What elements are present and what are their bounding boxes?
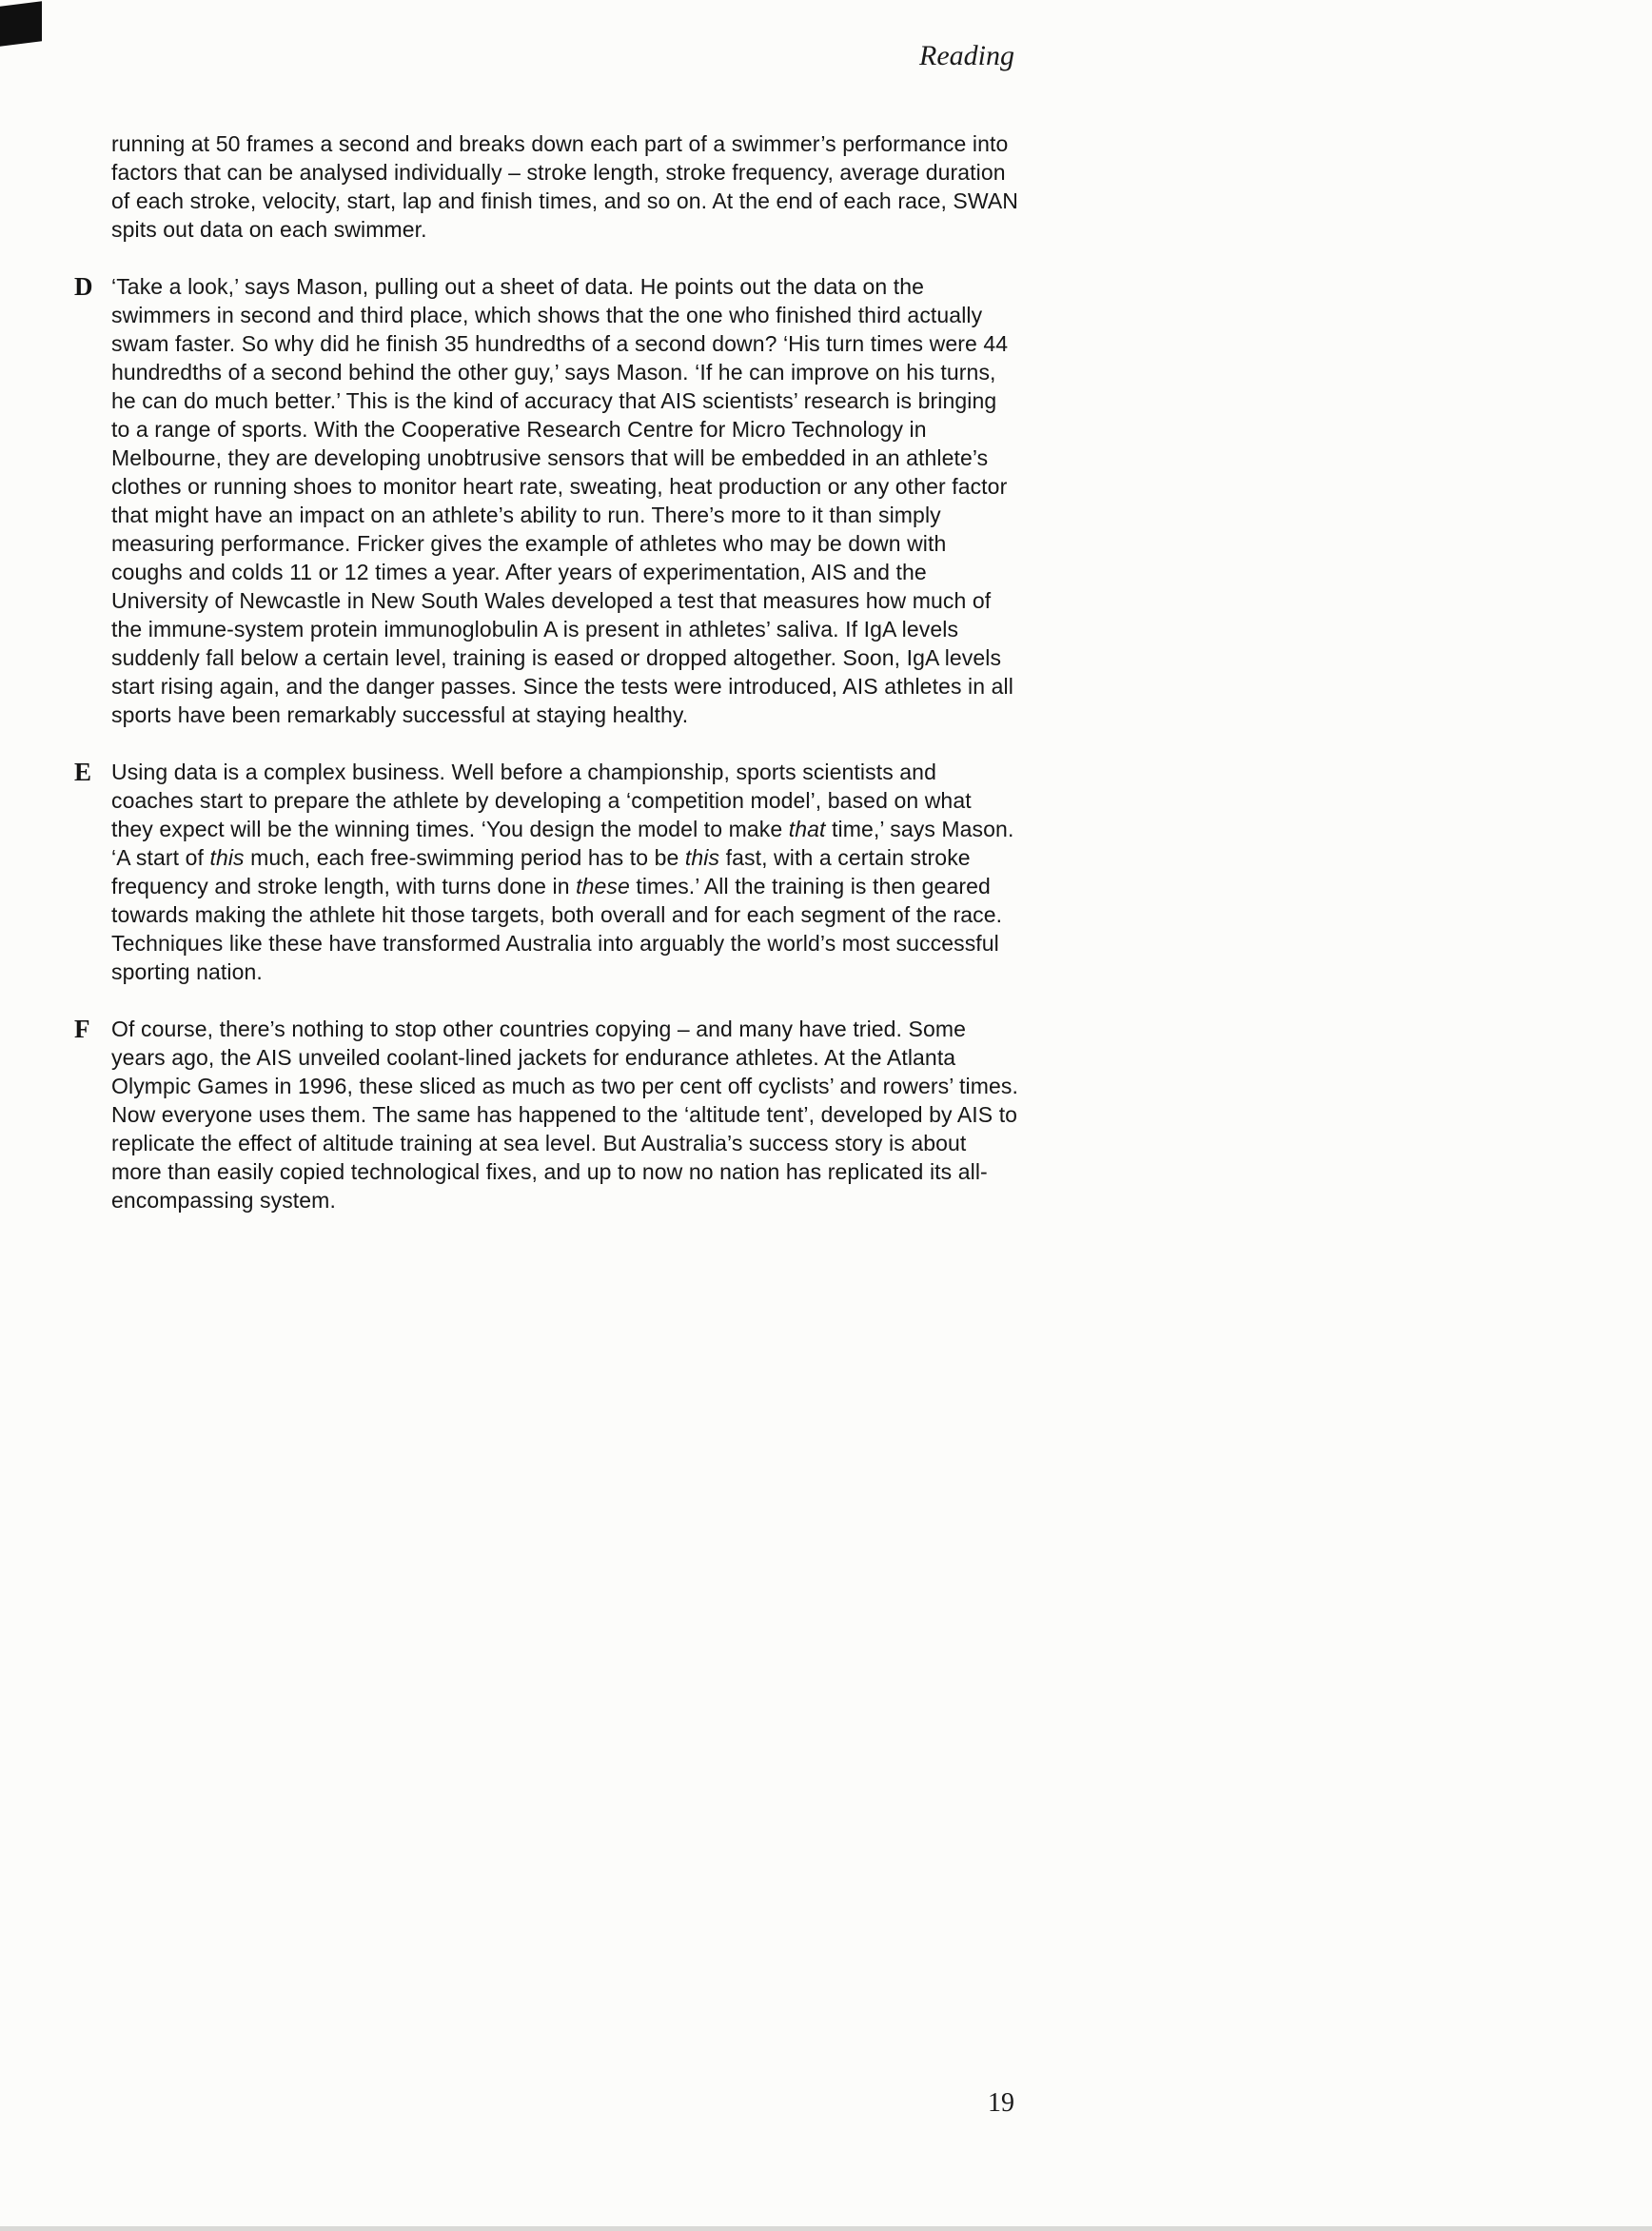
paragraph-text: Using data is a complex business. Well before a championship, sports scientists and coaches start to prepare the athlete by developing a ‘competition model’, based on what they expect will be the winning times. ‘You design the model to make that time,’ says Mason. ‘A start of this much, each free-swimming period has to be this fast, with a certain stroke frequency and stroke length, with turns done in these times.’ All the training is then geared towards making the athlete hit those targets, both overall and for each segment of the race. Techniques like these have transformed Australia into arguably the world’s most successful sporting nation.	[111, 760, 1014, 984]
print-mark	[0, 1, 42, 46]
reading-passage	[74, 129, 1018, 1243]
running-head: Reading	[919, 40, 1014, 71]
paragraph	[74, 758, 1018, 986]
paragraph-label: F	[74, 1015, 90, 1043]
page-edge	[0, 2226, 1652, 2231]
paragraph	[74, 272, 1018, 729]
page-number: 19	[988, 2088, 1014, 2118]
paragraph-text: ‘Take a look,’ says Mason, pulling out a sheet of data. He points out the data on the swimmers in second and third place, which shows that the one who finished third actually swam faster. So why did he finish 35 hundredths of a second down? ‘His turn times were 44 hundredths of a second behind the other guy,’ says Mason. ‘If he can improve on his turns, he can do much better.’ This is the kind of accuracy that AIS scientists’ research is bringing to a range of sports. With the Cooperative Research Centre for Micro Technology in Melbourne, they are developing unobtrusive sensors that will be embedded in an athlete’s clothes or running shoes to monitor heart rate, sweating, heat production or any other factor that might have an impact on an athlete’s ability to run. There’s more to it than simply measuring performance. Fricker gives the example of athletes who may be down with coughs and colds 11 or 12 times a year. After years of experimentation, AIS and the University of Newcastle in New South Wales developed a test that measures how much of the immune-system protein immunoglobulin A is present in athletes’ saliva. If IgA levels suddenly fall below a certain level, training is eased or dropped altogether. Soon, IgA levels start rising again, and the danger passes. Since the tests were introduced, AIS athletes in all sports have been remarkably successful at staying healthy.	[111, 274, 1013, 727]
paragraph-label: D	[74, 272, 93, 301]
paragraph-text: running at 50 frames a second and breaks down each part of a swimmer’s performance into factors that can be analysed individually – stroke length, stroke frequency, average duration of each stroke, velocity, start, lap and finish times, and so on. At the end of each race, SWAN spits out data on each swimmer.	[111, 131, 1018, 242]
paragraph-label: E	[74, 758, 92, 786]
paragraph-text: Of course, there’s nothing to stop other countries copying – and many have tried. Some years ago, the AIS unveiled coolant-lined jackets for endurance athletes. At the Atlanta Olympic Games in 1996, these sliced as much as two per cent off cyclists’ and rowers’ times. Now everyone uses them. The same has happened to the ‘altitude tent’, developed by AIS to replicate the effect of altitude training at sea level. But Australia’s success story is about more than easily copied technological fixes, and up to now no nation has replicated its all-encompassing system.	[111, 1017, 1018, 1213]
paragraph	[74, 1015, 1018, 1214]
paragraph-label	[74, 129, 111, 244]
paragraph	[74, 129, 1018, 244]
